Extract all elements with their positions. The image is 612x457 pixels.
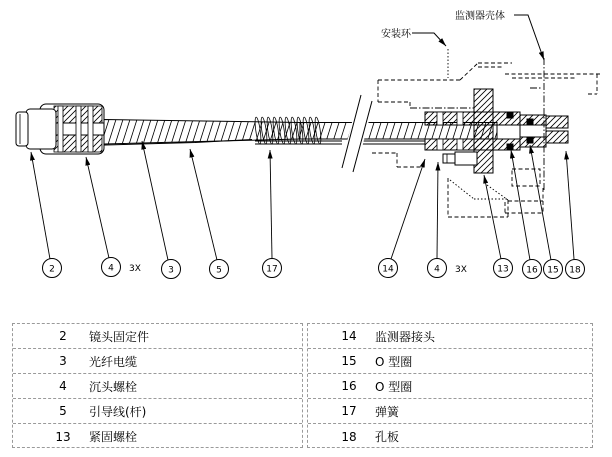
part-number: 17 — [341, 404, 357, 418]
callout-balloon-5 — [210, 260, 229, 279]
table-row — [13, 399, 302, 424]
o-ring-section — [507, 144, 513, 150]
callout-balloon-4-left — [102, 258, 141, 277]
table-row — [13, 324, 302, 349]
countersunk-bolt — [76, 106, 81, 152]
countersunk-bolt — [437, 112, 443, 125]
table-row — [13, 374, 302, 399]
callout-balloon-14 — [379, 259, 398, 278]
part-number: 14 — [341, 329, 357, 343]
countersunk-bolt — [58, 106, 63, 152]
countersunk-bolt — [457, 112, 463, 125]
svg-text:13: 13 — [497, 264, 509, 275]
parts-table-left — [12, 323, 303, 448]
part-number: 2 — [59, 329, 67, 343]
svg-text:17: 17 — [266, 264, 278, 275]
callout-balloon-3 — [162, 260, 181, 279]
o-ring-section — [527, 138, 533, 143]
orifice-plate — [546, 116, 568, 143]
part-number: 15 — [341, 354, 357, 368]
part-name: 孔板 — [375, 430, 400, 444]
quantity-note: 3X — [129, 264, 141, 274]
svg-text:14: 14 — [382, 264, 394, 275]
monitor-housing-text: 监测器壳体 — [455, 11, 505, 22]
part-name: O 型圈 — [375, 354, 413, 369]
callout-balloon-18 — [566, 260, 585, 279]
part-number: 13 — [55, 429, 71, 444]
countersunk-bolt — [457, 139, 463, 150]
part-number: 5 — [59, 404, 67, 418]
o-ring-section — [507, 112, 513, 118]
part-name: 引导线(杆) — [89, 404, 147, 419]
fastening-bolt — [443, 152, 477, 165]
countersunk-bolt — [437, 139, 443, 150]
part-name: O 型圈 — [375, 379, 413, 394]
callout-balloon-16 — [523, 260, 542, 279]
callout-balloon-13 — [494, 259, 513, 278]
parts-table-right — [307, 323, 593, 448]
part-name: 光纤电缆 — [89, 354, 138, 369]
table-row — [308, 399, 592, 424]
part-number: 4 — [59, 379, 67, 393]
callout-balloon-2 — [43, 259, 62, 278]
table-row — [13, 424, 302, 449]
part-number: 3 — [59, 354, 67, 368]
install-ring-text: 安装环 — [381, 29, 411, 40]
part-number: 16 — [341, 379, 357, 393]
table-row — [13, 349, 302, 374]
callout-balloons — [43, 258, 585, 279]
table-row — [308, 349, 592, 374]
connector-tip — [520, 115, 546, 147]
svg-text:3: 3 — [168, 265, 174, 276]
part-name: 沉头螺栓 — [89, 379, 138, 394]
part-name: 镜头固定件 — [89, 329, 150, 344]
callout-balloon-15 — [544, 260, 563, 279]
svg-text:5: 5 — [216, 265, 222, 276]
svg-text:16: 16 — [526, 265, 538, 276]
o-ring-section — [527, 119, 533, 124]
table-row — [308, 324, 592, 349]
part-name: 监测器接头 — [375, 329, 436, 344]
callout-balloon-17 — [263, 259, 282, 278]
part-number: 18 — [341, 429, 357, 444]
part-name: 紧固螺栓 — [89, 430, 138, 444]
label-install-ring — [381, 27, 446, 46]
countersunk-bolt — [88, 106, 93, 152]
svg-text:4: 4 — [434, 264, 440, 275]
svg-text:4: 4 — [108, 263, 114, 274]
label-monitor-housing — [455, 9, 544, 60]
lens-assembly — [16, 104, 104, 154]
quantity-note: 3X — [455, 265, 467, 275]
callout-balloon-4-right — [428, 259, 467, 278]
part-name: 弹簧 — [375, 404, 400, 419]
table-row — [308, 424, 592, 449]
lens-cap — [16, 112, 28, 146]
table-row — [308, 374, 592, 399]
lens-front-block — [26, 109, 56, 149]
svg-text:18: 18 — [569, 265, 581, 276]
svg-text:15: 15 — [547, 265, 559, 276]
svg-text:2: 2 — [49, 264, 55, 275]
